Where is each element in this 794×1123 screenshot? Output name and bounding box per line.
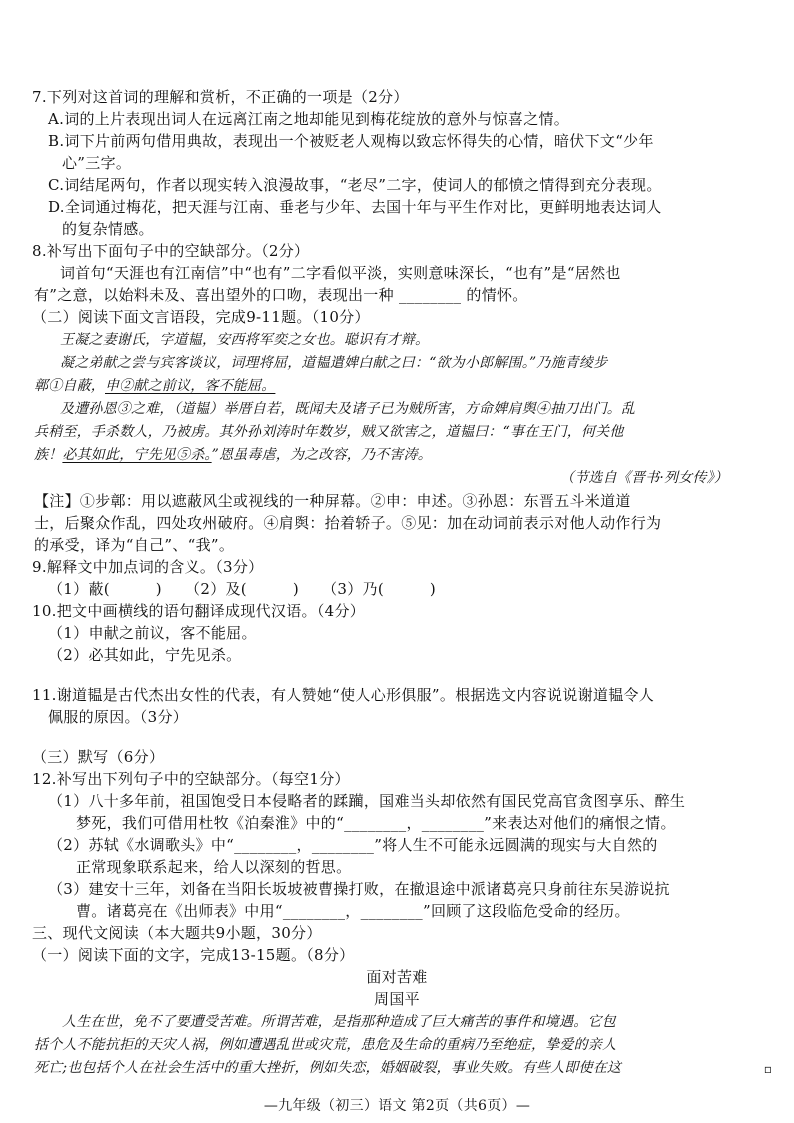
classical-para-2-line1: 凝之弟献之尝与宾客谈议，词理将屈，道韫遣婢白献之曰：“欲为小郎解围。”乃施青绫步	[60, 355, 608, 371]
q12-item1-line2: 梦死，我们可借用杜牧《泊秦淮》中的“________，________”来表达对他们的痛恨之情。	[76, 814, 676, 832]
side-mark: ▫	[763, 1062, 772, 1076]
q7-option-d-line2: 的复杂情感。	[62, 220, 154, 238]
q12-stem: 12.补写出下列句子中的空缺部分。（每空1分）	[32, 770, 350, 788]
part3-subsection-title: （一）阅读下面的文字，完成13-15题。（8分）	[32, 946, 355, 964]
q9-stem: 9.解释文中加点词的含义。（3分）	[32, 558, 264, 576]
q10-sentence-2: （2）必其如此，宁先见杀。	[48, 646, 242, 664]
q9-items: （1）蔽( ) （2）及( ) （3）乃( )	[48, 580, 437, 598]
q7-option-a: A.词的上片表现出词人在远离江南之地却能见到梅花绽放的意外与惊喜之情。	[48, 110, 570, 128]
q7-stem: 7.下列对这首词的理解和赏析，不正确的一项是（2分）	[32, 88, 409, 106]
q12-item3-line2: 曹。诸葛亮在《出师表》中用“________，________”回顾了这段临危受命的经历。	[76, 902, 630, 920]
article-author: 周国平	[374, 990, 420, 1008]
classical-para-3-line2: 兵稍至，手杀数人，乃被虏。其外孙刘涛时年数岁，贼又欲害之，道韫曰：“事在王门，何关他	[34, 424, 624, 440]
section3-title: （三）默写（6分）	[32, 748, 165, 766]
part3-title: 三、现代文阅读（本大题共9小题，30分）	[32, 924, 322, 942]
q10-stem: 10.把文中画横线的语句翻译成现代汉语。（4分）	[32, 602, 366, 620]
q8-stem: 8.补写出下面句子中的空缺部分。（2分）	[32, 242, 310, 260]
classical-text: ”恩虽毒虐，为之改容，乃不害涛。	[211, 447, 432, 463]
q7-option-b-line1: B.词下片前两句借用典故，表现出一个被贬老人观梅以致忘怀得失的心情，暗伏下文“少年	[48, 132, 654, 150]
section2-title: （二）阅读下面文言语段，完成9-11题。（10分）	[32, 308, 370, 326]
q10-sentence-1: （1）申献之前议，客不能屈。	[48, 624, 257, 642]
q12-item2-line2: 正常现象联系起来，给人以深刻的哲思。	[76, 858, 352, 876]
q12-item1-line1: （1）八十多年前，祖国饱受日本侵略者的蹂躏，国难当头却依然有国民党高官贪图享乐、醉生	[48, 792, 686, 810]
classical-para-3-line1: 及遭孙恩③之难，（道韫）举厝自若，既闻夫及诸子已为贼所害，方命婢肩舆④抽刀出门。乱	[60, 401, 636, 417]
q11-line2: 佩服的原因。（3分）	[48, 708, 189, 726]
q12-item3-line1: （3）建安十三年，刘备在当阳长坂坡被曹操打败，在撤退途中派诸葛亮只身前往东吴游说抗	[48, 880, 670, 898]
classical-para-1: 王凝之妻谢氏，字道韫，安西将军奕之女也。聪识有才辩。	[60, 332, 430, 348]
source-citation: （节选自《晋书·列女传》）	[560, 470, 729, 486]
article-title: 面对苦难	[366, 968, 428, 986]
q12-item2-line1: （2）苏轼《水调歌头》中“________，________”将人生不可能永远圆满的现实与大自然的	[48, 836, 658, 854]
q8-line1: 词首句“天涯也有江南信”中“也有”二字看似平淡，实则意味深长，“也有”是“居然也	[60, 264, 621, 282]
article-para1-line1: 人生在世，免不了要遭受苦难。所谓苦难，是指那种造成了巨大痛苦的事件和境遇。它包	[62, 1014, 616, 1030]
q7-option-b-line2: 心”三字。	[62, 154, 132, 172]
q7-option-d-line1: D.全词通过梅花，把天涯与江南、垂老与少年、去国十年与平生作对比，更鲜明地表达词人	[48, 198, 662, 216]
article-para1-line2: 括个人不能抗拒的天灾人祸，例如遭遇乱世或灾荒，患危及生命的重病乃至绝症，挚爱的亲人	[34, 1037, 617, 1053]
q11-line1: 11.谢道韫是古代杰出女性的代表，有人赞她“使人心形俱服”。根据选文内容说说谢道韫令人	[32, 686, 655, 704]
article-para1-line3: 死亡;也包括个人在社会生活中的重大挫折，例如失恋，婚姻破裂，事业失败。有些人即使在这	[34, 1060, 622, 1076]
notes-line3: 的承受，译为“自己”、“我”。	[34, 536, 235, 554]
classical-text: 鄣①自蔽，	[34, 378, 105, 394]
classical-para-3-line3	[34, 444, 432, 466]
classical-para-2-line2	[34, 375, 275, 397]
underlined-sentence-2: 必其如此，宁先见⑤杀。	[62, 447, 212, 463]
page-footer: —九年级（初三）语文 第2页（共6页）—	[263, 1098, 531, 1114]
q7-option-c: C.词结尾两句，作者以现实转入浪漫故事，“老尽”二字，使词人的郁愤之情得到充分表现。	[48, 176, 662, 194]
q8-line2: 有”之意，以始料未及、喜出望外的口吻，表现出一种 ________ 的情怀。	[34, 286, 528, 304]
classical-text: 族！	[34, 447, 63, 463]
notes-line1: 【注】①步鄣：用以遮蔽风尘或视线的一种屏幕。②申：申述。③孙恩：东晋五斗米道道	[34, 492, 631, 510]
underlined-sentence-1: 申②献之前议，客不能屈。	[105, 378, 276, 394]
notes-line2: 士，后聚众作乱，四处攻州破府。④肩舆：抬着轿子。⑤见：加在动词前表示对他人动作行为	[34, 514, 662, 532]
